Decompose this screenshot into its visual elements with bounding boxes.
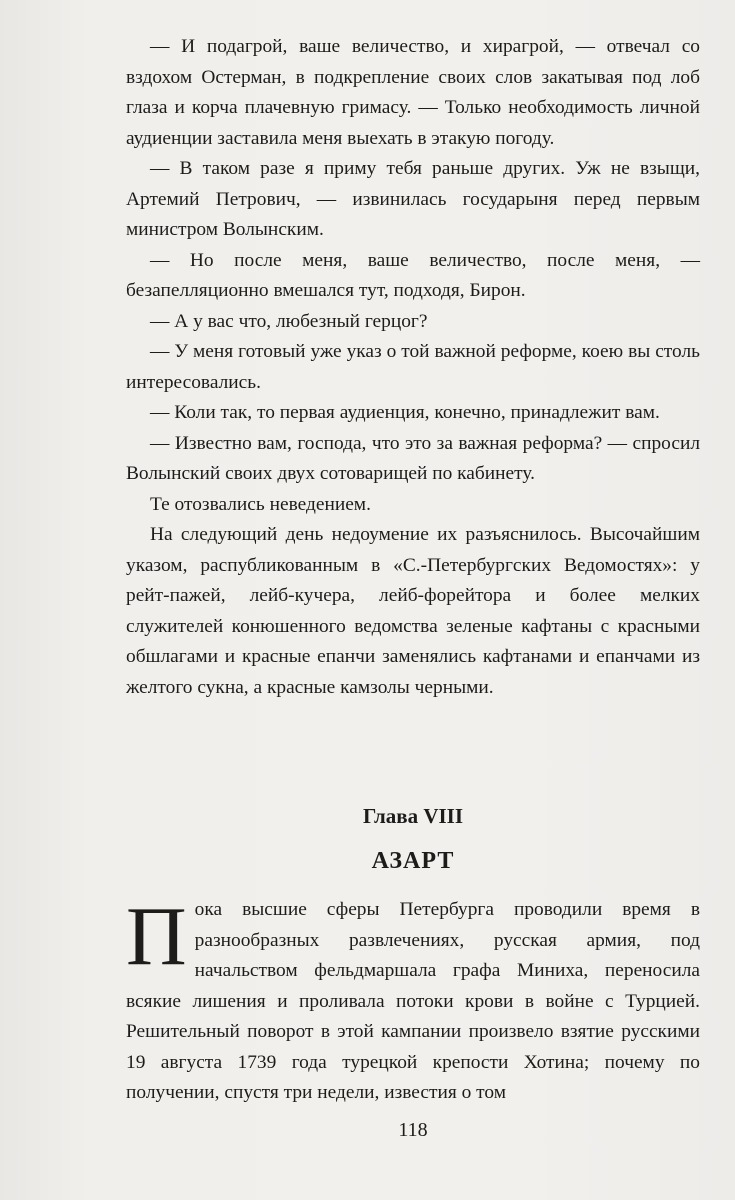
paragraph: — У меня готовый уже указ о той важной реформе, коею вы столь интересовались. — [126, 341, 700, 393]
chapter-number: Глава VIII — [362, 804, 464, 828]
page-number: 118 — [398, 1119, 428, 1141]
chapter-opening — [126, 890, 700, 1109]
paragraph: — Известно вам, господа, что это за важная реформа? — спросил Волынский своих двух сотоварищей по кабинету. — [126, 432, 700, 484]
paragraph: На следующий день недоумение их разъяснилось. Высочайшим указом, распубликованным в «С.-Петербургских Ведомостях»: у рейт-пажей, лейб-кучера, лейб-форейтора и более мелких служителей конюшенного ведомства зеленые кафтаны с красными обшлагами и красные епанчи заменялись кафтанами и епанчами из желтого сукна, а красные камзолы черными. — [126, 524, 700, 698]
chapter-title: АЗАРТ — [371, 848, 455, 874]
paragraph: — Коли так, то первая аудиенция, конечно, принадлежит вам. — [150, 402, 660, 423]
paragraph: — А у вас что, любезный герцог? — [150, 310, 428, 332]
drop-cap: П — [126, 890, 187, 983]
paragraph: — В таком разе я приму тебя раньше других. Уж не взыщи, Артемий Петрович, — извинилась государыня перед первым министром Волынским. — [126, 158, 700, 240]
paragraph: — Но после меня, ваше величество, после меня, — безапелляционно вмешался тут, подходя, Бирон. — [126, 249, 700, 301]
opening-paragraph: ока высшие сферы Петербурга проводили время в разнообразных развлечениях, русская армия, под начальством фельдмаршала графа Миниха, переносила всякие лишения и проливала потоки крови в войне с Турцией. Решительный поворот в этой кампании произвело взятие русскими 19 августа 1739 года турецкой крепости Хотина; почему по получении, спустя три недели, известия о том — [126, 899, 700, 1103]
paragraph: Те отозвались неведением. — [150, 493, 371, 515]
paragraph: — И подагрой, ваше величество, и хирагрой, — отвечал со вздохом Остерман, в подкрепление своих слов закатывая под лоб глаза и корча плачевную гримасу. — Только необходимость личной аудиенции заставила меня выехать в этакую погоду. — [126, 36, 700, 149]
dialogue-block — [126, 32, 700, 703]
